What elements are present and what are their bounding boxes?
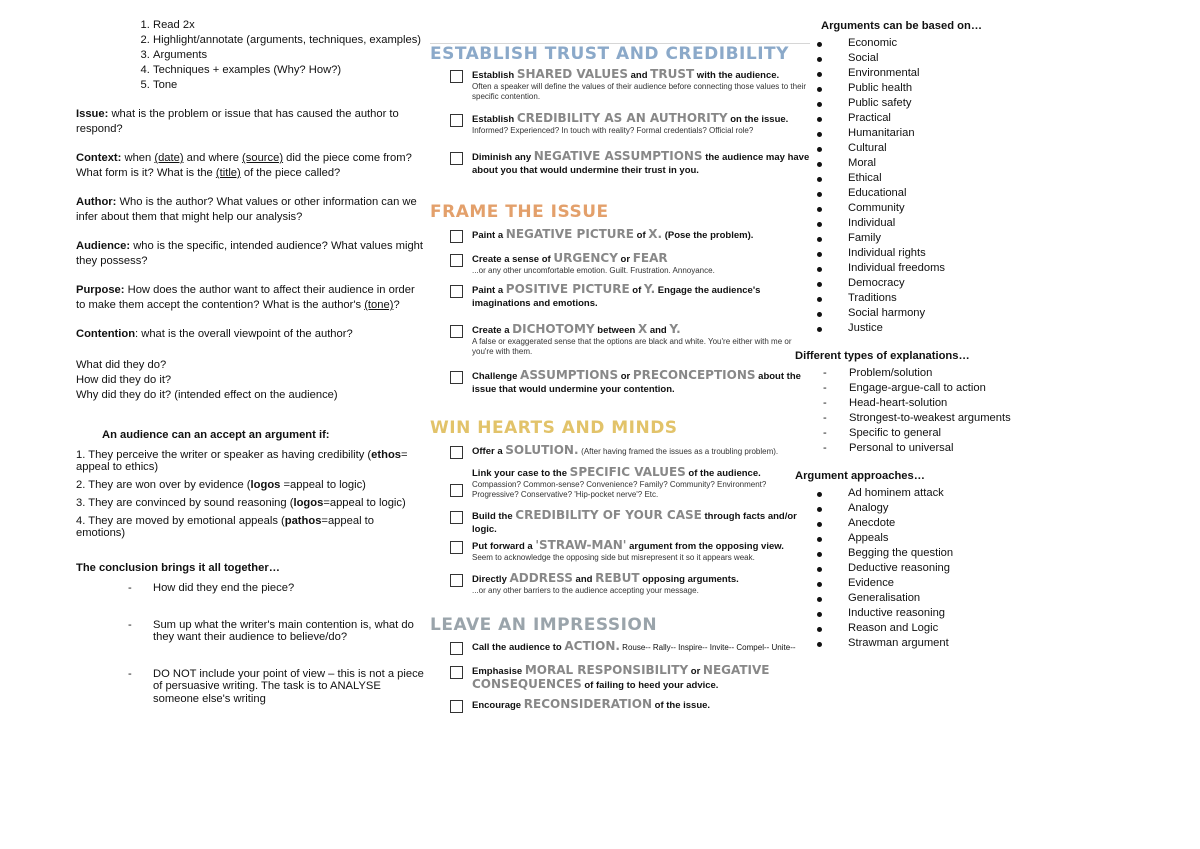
right-column — [795, 20, 1055, 651]
explanation-type-item: - Head-heart-solution — [823, 396, 1055, 411]
checklist-item: Challenge ASSUMPTIONS or PRECONCEPTIONS about the issue that would undermine your contention. — [450, 369, 810, 396]
argument-basis-item: Practical — [815, 111, 1055, 126]
checklist-item: Offer a SOLUTION. (After having framed the issues as a troubling problem). — [450, 444, 810, 458]
checklist-item: Encourage RECONSIDERATION of the issue. — [450, 698, 810, 712]
argument-basis-item: Individual freedoms — [815, 261, 1055, 276]
argument-basis-item: Individual rights — [815, 246, 1055, 261]
argument-approach-item: Inductive reasoning — [815, 606, 1055, 621]
argument-basis-item: Justice — [815, 321, 1055, 336]
argument-basis-item: Humanitarian — [815, 126, 1055, 141]
accept-heading: An audience can an accept an argument if: — [102, 429, 330, 441]
conclusion-item: - How did they end the piece? — [128, 582, 426, 595]
contention-paragraph: Contention: what is the overall viewpoint of the author? — [76, 328, 353, 340]
argument-basis-item: Traditions — [815, 291, 1055, 306]
arguments-heading: Arguments can be based on… — [821, 20, 983, 32]
conclusion-heading: The conclusion brings it all together… — [76, 562, 280, 574]
left-column — [76, 0, 426, 729]
checklist-item: Put forward a 'STRAW-MAN' argument from the opposing view. Seem to acknowledge the opposing side but misrepresent it so it appears weak. — [450, 539, 810, 563]
step-item: 3. Arguments — [153, 48, 426, 63]
argument-approach-item: Strawman argument — [815, 636, 1055, 651]
checkbox[interactable] — [450, 152, 463, 165]
argument-basis-item: Social harmony — [815, 306, 1055, 321]
explanations-list — [795, 366, 1055, 456]
issue-paragraph: Issue: what is the problem or issue that has caused the author to respond? — [76, 108, 399, 135]
argument-approach-item: Reason and Logic — [815, 621, 1055, 636]
purpose-paragraph: Purpose: How does the author want to affect their audience in order to make them accept the contention? What is the author's (tone)? — [76, 284, 415, 311]
section-title-frame: FRAME THE ISSUE — [430, 202, 609, 222]
checkbox[interactable] — [450, 642, 463, 655]
argument-basis-item: Educational — [815, 186, 1055, 201]
checkbox[interactable] — [450, 700, 463, 713]
explanation-type-item: - Specific to general — [823, 426, 1055, 441]
condition-evidence: 2. They are won over by evidence (logos =appeal to logic) — [76, 479, 366, 491]
audience-paragraph: Audience: who is the specific, intended audience? What values might they possess? — [76, 240, 424, 267]
middle-column — [430, 0, 810, 849]
step-item: 4. Techniques + examples (Why? How?) — [153, 63, 426, 78]
checklist-item: Paint a POSITIVE PICTURE of Y. Engage the audience's imaginations and emotions. — [450, 283, 810, 310]
checkbox[interactable] — [450, 230, 463, 243]
argument-basis-item: Community — [815, 201, 1055, 216]
explanation-type-item: - Engage-argue-call to action — [823, 381, 1055, 396]
approaches-heading: Argument approaches… — [795, 470, 925, 482]
question-line: What did they do? — [76, 359, 167, 371]
conclusion-list — [76, 582, 426, 705]
checkbox[interactable] — [450, 574, 463, 587]
question-line: How did they do it? — [76, 374, 172, 386]
conclusion-item: - DO NOT include your point of view – this is not a piece of persuasive writing. The task is to ANALYSE someone else's writing — [128, 668, 426, 706]
question-line: Why did they do it? (intended effect on the audience) — [76, 389, 338, 401]
checklist-item: Create a sense of URGENCY or FEAR ...or any other uncomfortable emotion. Guilt. Frustration. Annoyance. — [450, 252, 810, 276]
argument-approach-item: Evidence — [815, 576, 1055, 591]
checklist-item: Emphasise MORAL RESPONSIBILITY or NEGATIVE CONSEQUENCES of failing to heed your advice. — [450, 664, 810, 692]
checklist-item: Establish SHARED VALUES and TRUST with the audience. Often a speaker will define the values of their audience before connecting those values to their specific contention. — [450, 68, 810, 102]
checkbox[interactable] — [450, 446, 463, 459]
step-item: 2. Highlight/annotate (arguments, techniques, examples) — [153, 33, 426, 48]
argument-basis-item: Public health — [815, 81, 1055, 96]
author-paragraph: Author: Who is the author? What values or other information can we infer about them that might help our analysis? — [76, 196, 417, 223]
argument-basis-item: Individual — [815, 216, 1055, 231]
checklist-item: Create a DICHOTOMY between X and Y. A false or exaggerated sense that the options are black and white. You're either with me or you're with them. — [450, 323, 810, 357]
checkbox[interactable] — [450, 254, 463, 267]
section-title-trust: ESTABLISH TRUST AND CREDIBILITY — [430, 44, 789, 64]
arguments-list — [795, 36, 1055, 336]
explanation-type-item: - Problem/solution — [823, 366, 1055, 381]
checklist-item: Directly ADDRESS and REBUT opposing arguments. ...or any other barriers to the audience accepting your message. — [450, 572, 810, 596]
condition-pathos: 4. They are moved by emotional appeals (pathos=appeal to emotions) — [76, 515, 374, 539]
checkbox[interactable] — [450, 541, 463, 554]
section-title-hearts: WIN HEARTS AND MINDS — [430, 418, 678, 438]
condition-ethos: 1. They perceive the writer or speaker as having credibility (ethos= appeal to ethics) — [76, 449, 408, 473]
checklist-item: Establish CREDIBILITY AS AN AUTHORITY on the issue. Informed? Experienced? In touch with reality? Formal credentials? Official role? — [450, 112, 810, 136]
argument-approach-item: Generalisation — [815, 591, 1055, 606]
argument-approach-item: Anecdote — [815, 516, 1055, 531]
explanations-heading: Different types of explanations… — [795, 350, 970, 362]
argument-approach-item: Appeals — [815, 531, 1055, 546]
questions-block — [76, 358, 426, 403]
explanation-type-item: - Strongest-to-weakest arguments — [823, 411, 1055, 426]
argument-approach-item: Begging the question — [815, 546, 1055, 561]
analysis-steps-list — [76, 18, 426, 93]
argument-basis-item: Ethical — [815, 171, 1055, 186]
section-title-impression: LEAVE AN IMPRESSION — [430, 615, 658, 635]
approaches-list — [795, 486, 1055, 651]
argument-approach-item: Analogy — [815, 501, 1055, 516]
argument-basis-item: Family — [815, 231, 1055, 246]
checklist-item: Call the audience to ACTION. Rouse-- Rally-- Inspire-- Invite-- Compel-- Unite-- — [450, 640, 810, 654]
checklist-item: Paint a NEGATIVE PICTURE of X. (Pose the problem). — [450, 228, 810, 242]
argument-basis-item: Cultural — [815, 141, 1055, 156]
context-paragraph: Context: when (date) and where (source) did the piece come from? What form is it? What is the (title) of the piece called? — [76, 152, 412, 179]
conclusion-item: - Sum up what the writer's main contention is, what do they want their audience to believe/do? — [128, 619, 426, 644]
argument-basis-item: Moral — [815, 156, 1055, 171]
step-item: 1. Read 2x — [153, 18, 426, 33]
explanation-type-item: - Personal to universal — [823, 441, 1055, 456]
argument-basis-item: Democracy — [815, 276, 1055, 291]
argument-approach-item: Deductive reasoning — [815, 561, 1055, 576]
argument-approach-item: Ad hominem attack — [815, 486, 1055, 501]
argument-basis-item: Social — [815, 51, 1055, 66]
checklist-item: Diminish any NEGATIVE ASSUMPTIONS the audience may have about you that would undermine their trust in you. — [450, 150, 810, 177]
step-item: 5. Tone — [153, 78, 426, 93]
checkbox[interactable] — [450, 70, 463, 83]
argument-basis-item: Economic — [815, 36, 1055, 51]
checklist-item: Link your case to the SPECIFIC VALUES of the audience. Compassion? Common-sense? Convenience? Family? Community? Environment? Progressive? Conservative? 'Hip-pocket nerve'? Etc. — [450, 466, 810, 500]
argument-basis-item: Public safety — [815, 96, 1055, 111]
checkbox[interactable] — [450, 325, 463, 338]
checkbox[interactable] — [450, 511, 463, 524]
checkbox[interactable] — [450, 114, 463, 127]
condition-reasoning: 3. They are convinced by sound reasoning (logos=appeal to logic) — [76, 497, 406, 509]
checkbox[interactable] — [450, 666, 463, 679]
checkbox[interactable] — [450, 285, 463, 298]
argument-basis-item: Environmental — [815, 66, 1055, 81]
checkbox[interactable] — [450, 484, 463, 497]
checkbox[interactable] — [450, 371, 463, 384]
checklist-item: Build the CREDIBILITY OF YOUR CASE through facts and/or logic. — [450, 509, 810, 536]
